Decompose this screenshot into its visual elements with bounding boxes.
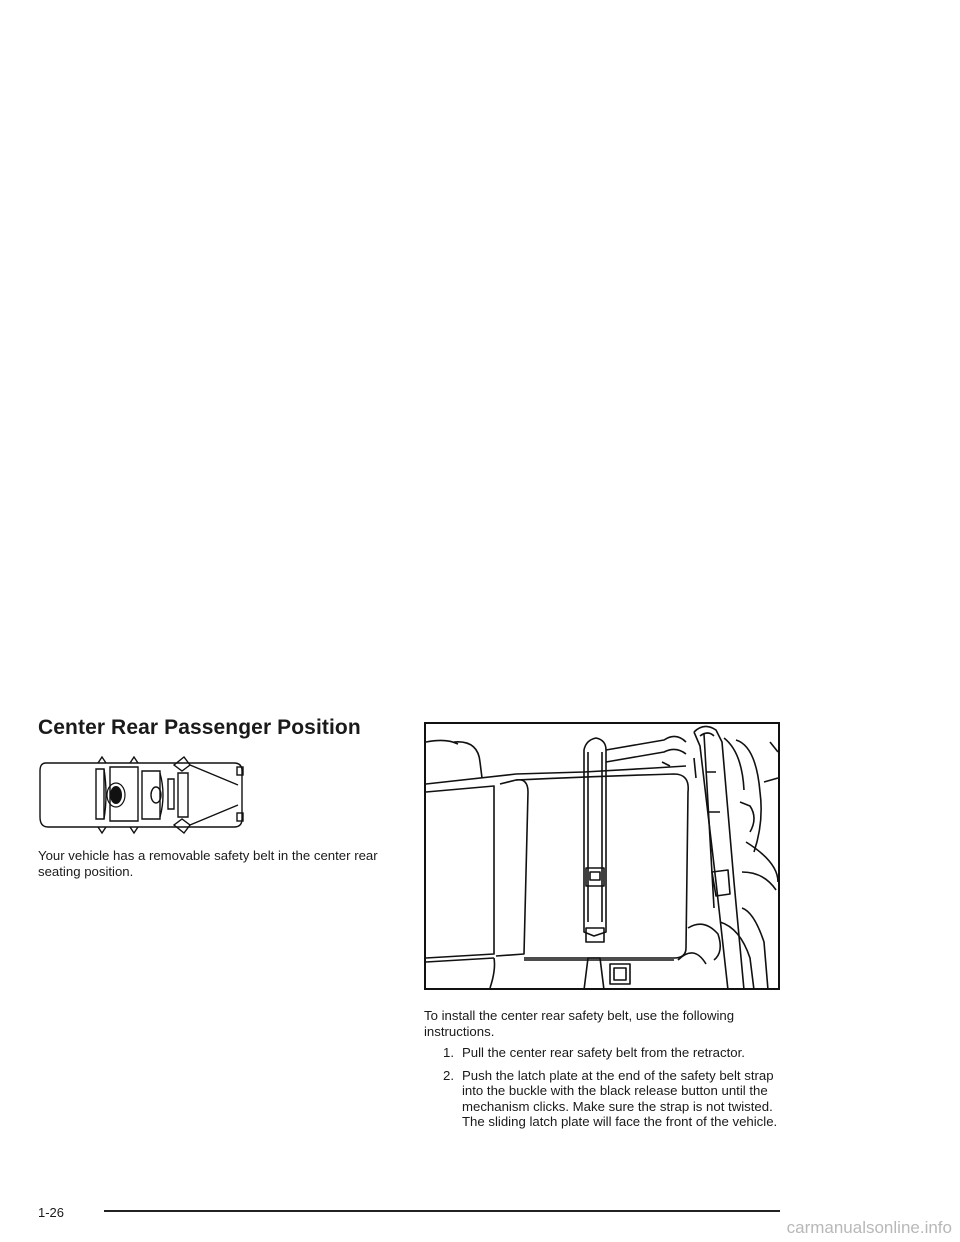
footer-rule bbox=[104, 1210, 780, 1212]
step-text: Push the latch plate at the end of the safety belt strap into the buckle with the black release button until the mechanism clicks. Make sure the strap is not twisted. The sliding latch plate will face the front of the vehicle. bbox=[462, 1067, 778, 1130]
step-number: 2. bbox=[443, 1067, 454, 1083]
vehicle-seating-diagram bbox=[38, 755, 248, 835]
list-item bbox=[424, 1045, 780, 1061]
page-number: 1-26 bbox=[38, 1205, 65, 1220]
list-item bbox=[424, 1068, 780, 1130]
install-intro: To install the center rear safety belt, use the following instructions. bbox=[424, 1008, 735, 1039]
intro-paragraph: Your vehicle has a removable safety belt in the center rear seating position. bbox=[38, 848, 378, 879]
safety-belt-illustration bbox=[424, 722, 780, 990]
step-text: Pull the center rear safety belt from the retractor. bbox=[462, 1045, 745, 1060]
instruction-list bbox=[424, 1045, 780, 1137]
section-title: Center Rear Passenger Position bbox=[38, 716, 361, 739]
step-number: 1. bbox=[443, 1045, 454, 1060]
watermark: carmanualsonline.info bbox=[786, 1218, 952, 1237]
